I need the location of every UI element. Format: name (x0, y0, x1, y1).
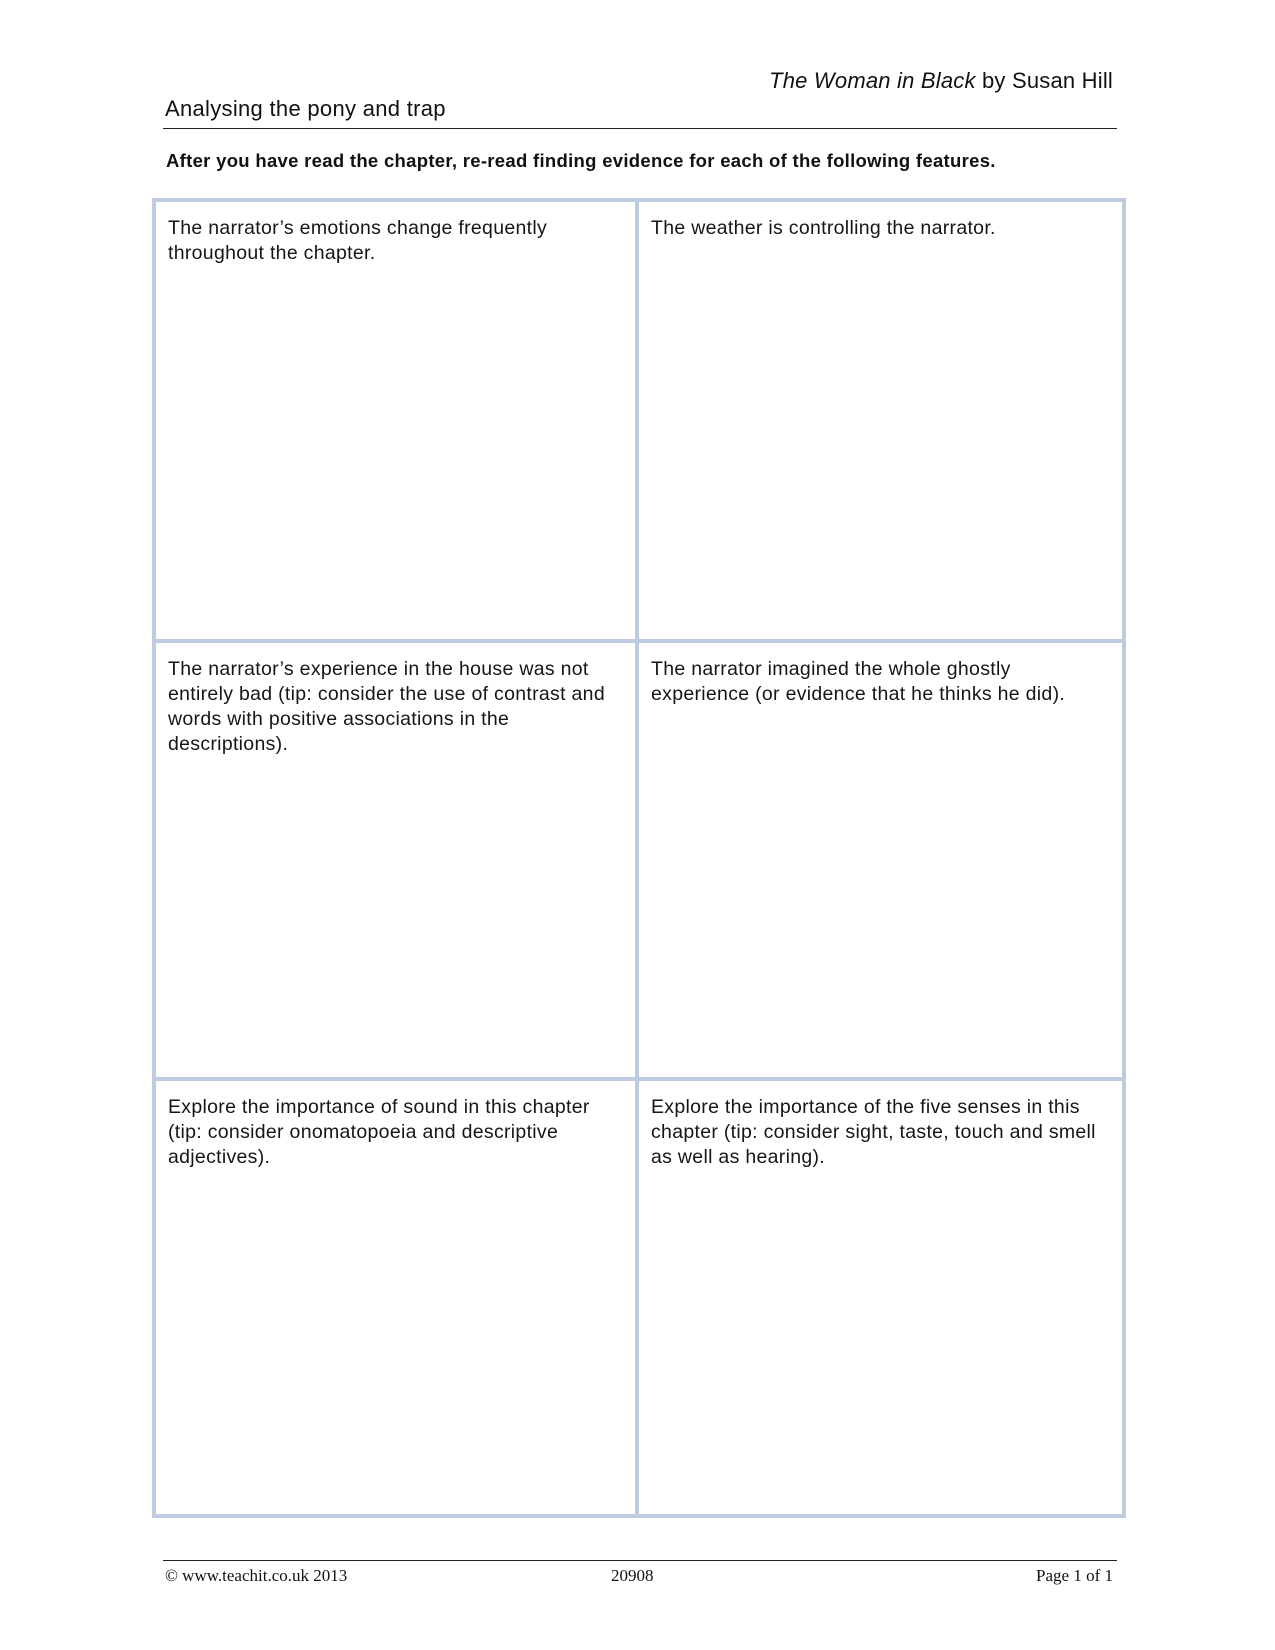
evidence-box-imagined[interactable] (639, 639, 1122, 1076)
evidence-box-sound[interactable] (156, 1077, 639, 1514)
book-title-italic: The Woman in Black (769, 68, 976, 93)
evidence-box-emotions[interactable] (156, 202, 639, 639)
page-footer (163, 1560, 1117, 1591)
book-title (769, 68, 1113, 94)
book-title-author: by Susan Hill (975, 68, 1113, 93)
evidence-box-house-experience[interactable] (156, 639, 639, 1076)
evidence-prompt: The narrator’s emotions change frequently throughout the chapter. (168, 217, 548, 264)
evidence-prompt: The narrator’s experience in the house was not entirely bad (tip: consider the use of contrast and words with positive associations in the descriptions). (168, 658, 605, 756)
evidence-box-five-senses[interactable] (639, 1077, 1122, 1514)
evidence-box-weather[interactable] (639, 202, 1122, 639)
evidence-prompt: Explore the importance of the five senses in this chapter (tip: consider sight, taste, touch and smell as well as hearing). (651, 1095, 1096, 1168)
evidence-grid (152, 198, 1126, 1518)
evidence-prompt: Explore the importance of sound in this chapter (tip: consider onomatopoeia and descriptive adjectives). (168, 1095, 590, 1168)
page-number: Page 1 of 1 (1036, 1566, 1113, 1585)
instruction-text: After you have read the chapter, re-read finding evidence for each of the following features. (166, 150, 996, 171)
copyright-text: © www.teachit.co.uk 2013 (165, 1566, 348, 1585)
evidence-prompt: The weather is controlling the narrator. (651, 217, 996, 239)
resource-code: 20908 (611, 1566, 654, 1585)
page-header (163, 66, 1117, 129)
sheet-title: Analysing the pony and trap (165, 96, 446, 121)
evidence-prompt: The narrator imagined the whole ghostly experience (or evidence that he thinks he did). (651, 658, 1066, 706)
